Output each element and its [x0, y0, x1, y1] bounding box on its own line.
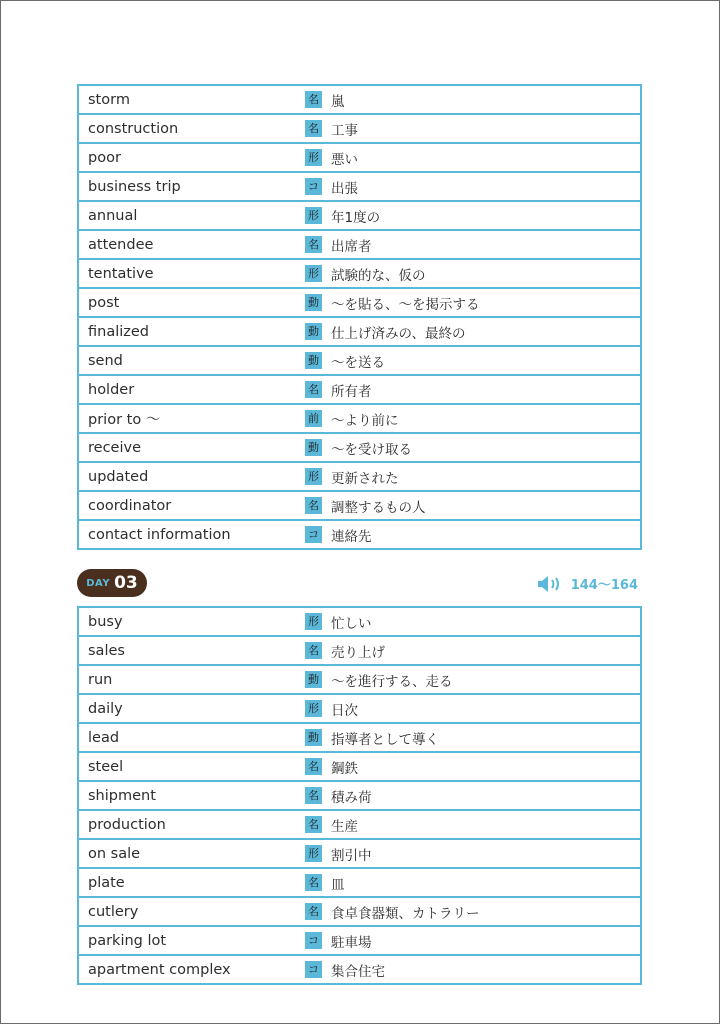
english-word: finalized	[88, 323, 150, 340]
english-word: receive	[88, 439, 141, 456]
japanese-meaning: 積み荷	[331, 789, 372, 806]
vocab-row	[79, 896, 640, 925]
part-of-speech-badge: 形	[305, 468, 322, 485]
vocab-row	[79, 229, 640, 258]
english-word: apartment complex	[88, 961, 231, 978]
japanese-meaning: 食卓食器類、カトラリー	[331, 905, 480, 922]
vocab-row	[79, 780, 640, 809]
day-badge	[77, 569, 147, 597]
japanese-meaning: 鋼鉄	[331, 760, 358, 777]
vocab-row	[79, 954, 640, 983]
vocab-row	[79, 867, 640, 896]
speaker-icon	[537, 575, 565, 593]
part-of-speech-badge: 形	[305, 265, 322, 282]
japanese-meaning: 日次	[331, 702, 358, 719]
japanese-meaning: 出張	[331, 180, 358, 197]
part-of-speech-badge: 名	[305, 874, 322, 891]
part-of-speech-badge: 名	[305, 120, 322, 137]
japanese-meaning: 〜を貼る、〜を掲示する	[331, 296, 480, 313]
english-word: coordinator	[88, 497, 172, 514]
english-word: daily	[88, 700, 123, 717]
part-of-speech-badge: コ	[305, 526, 322, 543]
vocab-row	[79, 258, 640, 287]
english-word: attendee	[88, 236, 154, 253]
part-of-speech-badge: 形	[305, 700, 322, 717]
japanese-meaning: 〜を受け取る	[331, 441, 412, 458]
part-of-speech-badge: 動	[305, 323, 322, 340]
day-label: DAY	[86, 577, 111, 589]
part-of-speech-badge: 形	[305, 613, 322, 630]
vocab-row	[79, 608, 640, 635]
english-word: updated	[88, 468, 149, 485]
vocab-row	[79, 113, 640, 142]
part-of-speech-badge: コ	[305, 932, 322, 949]
english-word: send	[88, 352, 123, 369]
japanese-meaning: 割引中	[331, 847, 372, 864]
japanese-meaning: 悪い	[331, 151, 358, 168]
japanese-meaning: 集合住宅	[331, 963, 385, 980]
part-of-speech-badge: 形	[305, 149, 322, 166]
vocab-row	[79, 838, 640, 867]
part-of-speech-badge: 名	[305, 91, 322, 108]
vocab-row	[79, 374, 640, 403]
vocab-row	[79, 461, 640, 490]
part-of-speech-badge: 形	[305, 845, 322, 862]
english-word: plate	[88, 874, 125, 891]
vocab-row	[79, 316, 640, 345]
japanese-meaning: 売り上げ	[331, 644, 385, 661]
english-word: run	[88, 671, 113, 688]
japanese-meaning: 指導者として導く	[331, 731, 439, 748]
vocab-row	[79, 287, 640, 316]
vocab-row	[79, 664, 640, 693]
japanese-meaning: 駐車場	[331, 934, 372, 951]
japanese-meaning: 所有者	[331, 383, 372, 400]
english-word: construction	[88, 120, 179, 137]
part-of-speech-badge: コ	[305, 961, 322, 978]
vocab-row	[79, 142, 640, 171]
english-word: lead	[88, 729, 120, 746]
vocab-row	[79, 809, 640, 838]
english-word: tentative	[88, 265, 154, 282]
vocab-row	[79, 200, 640, 229]
vocab-row	[79, 171, 640, 200]
part-of-speech-badge: 動	[305, 352, 322, 369]
part-of-speech-badge: 名	[305, 903, 322, 920]
japanese-meaning: 出席者	[331, 238, 372, 255]
japanese-meaning: 嵐	[331, 93, 345, 110]
part-of-speech-badge: 動	[305, 439, 322, 456]
japanese-meaning: 試験的な、仮の	[331, 267, 426, 284]
english-word: business trip	[88, 178, 181, 195]
english-word: parking lot	[88, 932, 167, 949]
vocab-row	[79, 490, 640, 519]
vocab-row	[79, 403, 640, 432]
part-of-speech-badge: 名	[305, 816, 322, 833]
english-word: sales	[88, 642, 125, 659]
english-word: busy	[88, 613, 123, 630]
japanese-meaning: 皿	[331, 876, 345, 893]
part-of-speech-badge: 名	[305, 236, 322, 253]
english-word: shipment	[88, 787, 156, 804]
part-of-speech-badge: 形	[305, 207, 322, 224]
part-of-speech-badge: 動	[305, 729, 322, 746]
japanese-meaning: 更新された	[331, 470, 399, 487]
japanese-meaning: 〜を送る	[331, 354, 385, 371]
part-of-speech-badge: 名	[305, 497, 322, 514]
vocab-table-1	[77, 84, 642, 550]
part-of-speech-badge: 動	[305, 671, 322, 688]
japanese-meaning: 〜より前に	[331, 412, 399, 429]
part-of-speech-badge: 動	[305, 294, 322, 311]
vocab-row	[79, 693, 640, 722]
part-of-speech-badge: 前	[305, 410, 322, 427]
part-of-speech-badge: 名	[305, 381, 322, 398]
japanese-meaning: 仕上げ済みの、最終の	[331, 325, 466, 342]
part-of-speech-badge: 名	[305, 758, 322, 775]
english-word: cutlery	[88, 903, 139, 920]
english-word: on sale	[88, 845, 141, 862]
vocab-row	[79, 635, 640, 664]
vocab-row	[79, 722, 640, 751]
japanese-meaning: 年1度の	[331, 209, 381, 226]
part-of-speech-badge: 名	[305, 642, 322, 659]
english-word: steel	[88, 758, 124, 775]
part-of-speech-badge: 名	[305, 787, 322, 804]
english-word: prior to 〜	[88, 412, 161, 428]
part-of-speech-badge: コ	[305, 178, 322, 195]
audio-range: 144〜164	[570, 578, 638, 593]
english-word: post	[88, 294, 120, 311]
vocab-row	[79, 925, 640, 954]
vocab-row	[79, 86, 640, 113]
japanese-meaning: 調整するもの人	[331, 499, 426, 516]
japanese-meaning: 〜を進行する、走る	[331, 673, 453, 690]
japanese-meaning: 工事	[331, 122, 358, 139]
vocab-table-2	[77, 606, 642, 985]
english-word: poor	[88, 149, 121, 166]
day-number: 03	[114, 573, 138, 593]
english-word: contact information	[88, 526, 231, 543]
english-word: storm	[88, 91, 130, 108]
english-word: production	[88, 816, 166, 833]
japanese-meaning: 生産	[331, 818, 358, 835]
english-word: annual	[88, 207, 138, 224]
audio-track-reference[interactable]	[537, 574, 638, 593]
vocab-row	[79, 751, 640, 780]
japanese-meaning: 忙しい	[331, 615, 372, 632]
vocab-row	[79, 432, 640, 461]
vocab-row	[79, 519, 640, 548]
vocab-row	[79, 345, 640, 374]
english-word: holder	[88, 381, 135, 398]
japanese-meaning: 連絡先	[331, 528, 372, 545]
